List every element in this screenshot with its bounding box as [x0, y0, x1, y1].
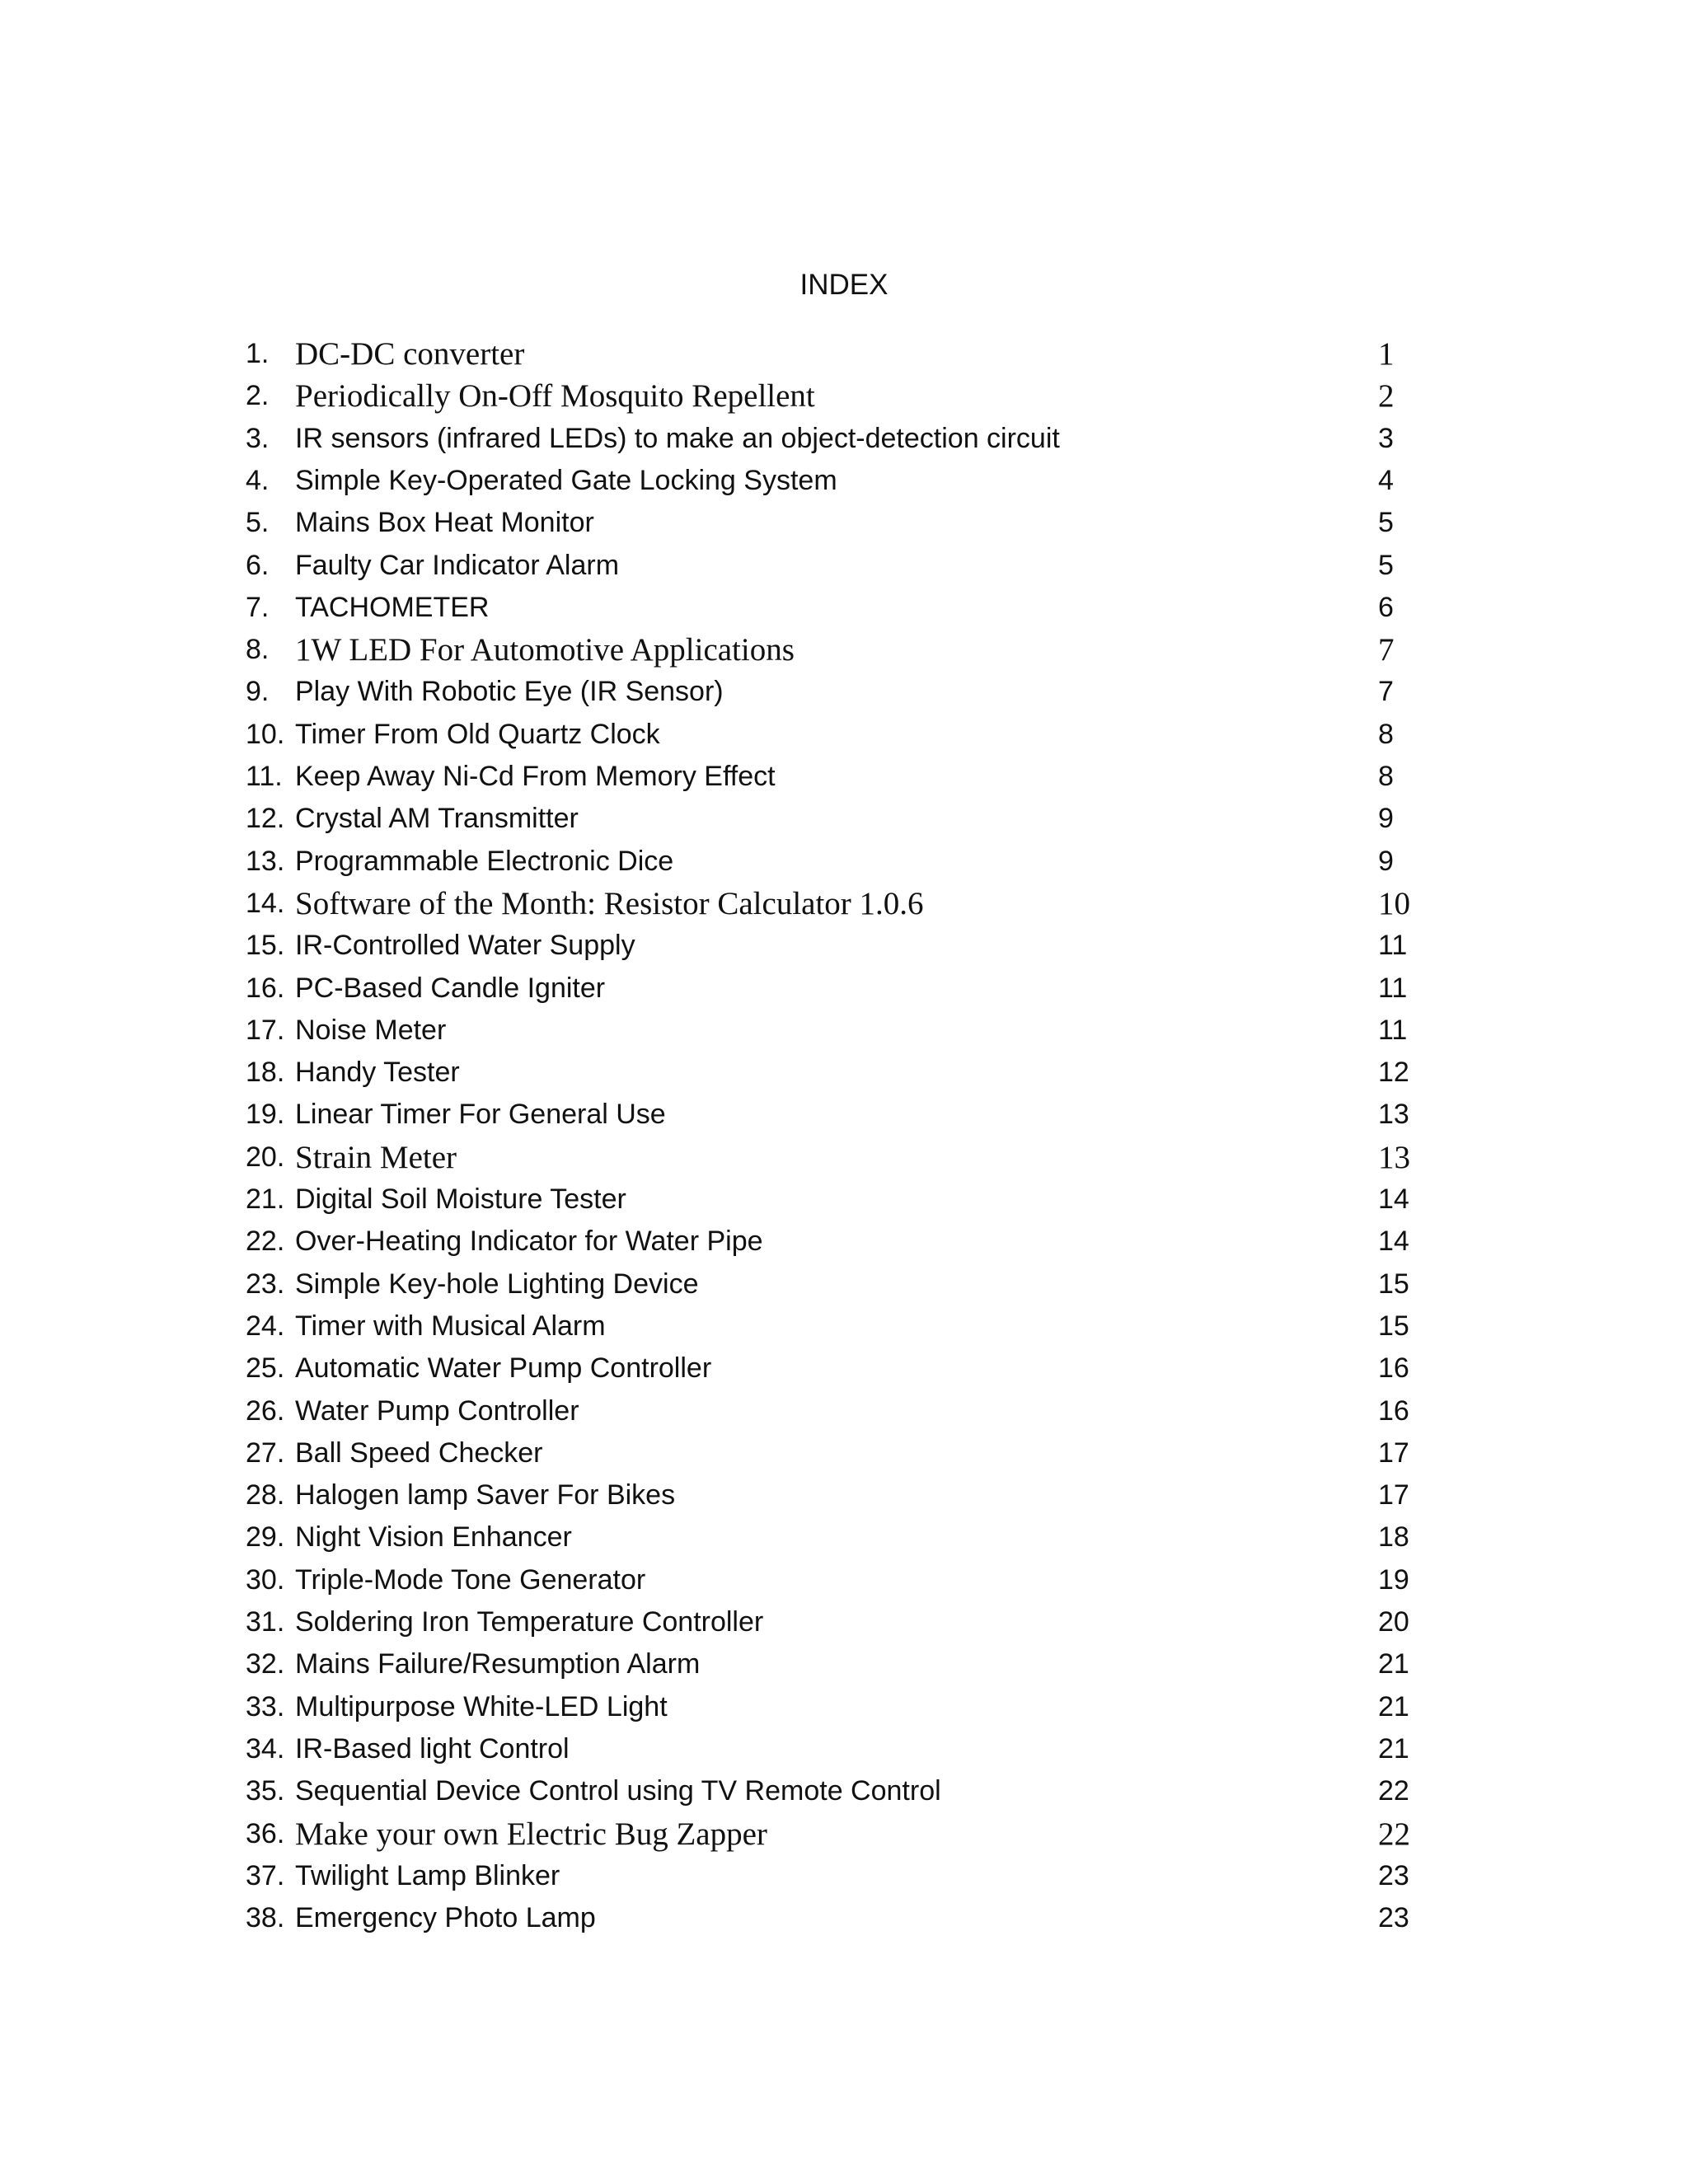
toc-entry-title: Triple-Mode Tone Generator	[295, 1564, 646, 1596]
toc-entry-page-number: 12	[1378, 1057, 1409, 1088]
toc-entry-title: Crystal AM Transmitter	[295, 803, 579, 834]
toc-entry-page-number: 9	[1378, 846, 1394, 877]
toc-entry-page-number: 18	[1378, 1521, 1409, 1553]
toc-entry	[0, 883, 1688, 925]
toc-entry-number: 30.	[246, 1564, 285, 1596]
toc-entry	[0, 1137, 1688, 1179]
toc-entry-title: Night Vision Enhancer	[295, 1521, 572, 1553]
toc-entry-page-number: 7	[1378, 632, 1395, 668]
toc-entry-title: IR sensors (infrared LEDs) to make an object-detection circuit	[295, 423, 1060, 454]
toc-entry	[0, 587, 1688, 629]
toc-entry-page-number: 5	[1378, 507, 1394, 538]
toc-entry-page-number: 17	[1378, 1437, 1409, 1469]
toc-entry-page-number: 14	[1378, 1183, 1409, 1215]
toc-entry-title: Water Pump Controller	[295, 1395, 579, 1427]
toc-entry-title: PC-Based Candle Igniter	[295, 972, 606, 1004]
toc-entry	[0, 1601, 1688, 1643]
page-title: INDEX	[799, 269, 889, 301]
toc-entry-page-number: 20	[1378, 1606, 1409, 1638]
toc-entry-number: 19.	[246, 1099, 285, 1130]
toc-entry-number: 3.	[246, 423, 270, 454]
toc-entry-number: 1.	[246, 338, 270, 369]
toc-entry	[0, 1897, 1688, 1939]
toc-entry-title: Timer From Old Quartz Clock	[295, 719, 660, 750]
toc-entry	[0, 1813, 1688, 1855]
toc-entry	[0, 333, 1688, 375]
toc-entry-title: Software of the Month: Resistor Calculator 1.0.6	[295, 886, 924, 921]
toc-entry-title: IR-Controlled Water Supply	[295, 930, 635, 961]
toc-entry-number: 20.	[246, 1141, 285, 1173]
toc-entry	[0, 1643, 1688, 1685]
toc-entry-title: Make your own Electric Bug Zapper	[295, 1816, 767, 1852]
toc-entry-title: Digital Soil Moisture Tester	[295, 1183, 626, 1215]
toc-entry-page-number: 4	[1378, 465, 1394, 496]
toc-entry-number: 4.	[246, 465, 270, 496]
toc-entry-number: 10.	[246, 719, 285, 750]
toc-entry-page-number: 19	[1378, 1564, 1409, 1596]
toc-entry-number: 2.	[246, 380, 270, 411]
toc-entry-page-number: 23	[1378, 1860, 1409, 1891]
toc-entry-title: Simple Key-Operated Gate Locking System	[295, 465, 837, 496]
toc-entry-page-number: 11	[1378, 930, 1408, 961]
toc-entry-page-number: 6	[1378, 592, 1394, 623]
toc-entry-number: 17.	[246, 1015, 285, 1046]
toc-entry-title: Mains Box Heat Monitor	[295, 507, 594, 538]
toc-entry-page-number: 1	[1378, 336, 1395, 372]
toc-entry-title: Twilight Lamp Blinker	[295, 1860, 560, 1891]
toc-entry	[0, 418, 1688, 460]
toc-entry-number: 27.	[246, 1437, 285, 1469]
toc-entry-number: 18.	[246, 1057, 285, 1088]
toc-entry	[0, 714, 1688, 756]
toc-entry-page-number: 7	[1378, 676, 1394, 707]
toc-entry-title: Keep Away Ni-Cd From Memory Effect	[295, 761, 776, 792]
toc-entry	[0, 502, 1688, 544]
toc-entry-number: 24.	[246, 1310, 285, 1342]
toc-entry-page-number: 16	[1378, 1352, 1409, 1384]
toc-entry	[0, 1052, 1688, 1094]
toc-entry-page-number: 11	[1378, 1015, 1408, 1046]
toc-entry-title: Over-Heating Indicator for Water Pipe	[295, 1226, 763, 1257]
toc-entry	[0, 1263, 1688, 1305]
toc-entry-title: Noise Meter	[295, 1015, 447, 1046]
toc-entry-title: Periodically On-Off Mosquito Repellent	[295, 378, 815, 414]
toc-entry-number: 14.	[246, 888, 285, 919]
toc-entry-title: TACHOMETER	[295, 592, 490, 623]
toc-entry-page-number: 14	[1378, 1226, 1409, 1257]
toc-entry-page-number: 10	[1378, 886, 1410, 921]
toc-entry-number: 36.	[246, 1818, 285, 1849]
toc-entry-number: 31.	[246, 1606, 285, 1638]
toc-entry-title: IR-Based light Control	[295, 1733, 570, 1765]
toc-entry-title: Sequential Device Control using TV Remote Control	[295, 1775, 941, 1807]
toc-entry-number: 6.	[246, 550, 270, 581]
toc-entry-title: Timer with Musical Alarm	[295, 1310, 606, 1342]
toc-entry	[0, 545, 1688, 587]
toc-entry-number: 12.	[246, 803, 285, 834]
toc-entry	[0, 460, 1688, 502]
toc-entry-number: 8.	[246, 634, 270, 665]
toc-entry-number: 5.	[246, 507, 270, 538]
toc-entry-page-number: 13	[1378, 1140, 1410, 1175]
toc-entry	[0, 925, 1688, 967]
toc-entry-title: Faulty Car Indicator Alarm	[295, 550, 620, 581]
toc-entry	[0, 1855, 1688, 1897]
toc-entry-title: 1W LED For Automotive Applications	[295, 632, 795, 668]
toc-entry-number: 11.	[246, 761, 283, 792]
toc-entry-title: Ball Speed Checker	[295, 1437, 543, 1469]
toc-entry-page-number: 9	[1378, 803, 1394, 834]
toc-entry	[0, 1347, 1688, 1390]
toc-entry	[0, 375, 1688, 417]
toc-entry	[0, 841, 1688, 883]
toc-entry-number: 25.	[246, 1352, 285, 1384]
toc-entry	[0, 1010, 1688, 1052]
toc-entry	[0, 1432, 1688, 1474]
toc-entry-page-number: 3	[1378, 423, 1394, 454]
toc-entry-page-number: 15	[1378, 1310, 1409, 1342]
toc-entry	[0, 1516, 1688, 1558]
toc-entry	[0, 1221, 1688, 1263]
toc-entry	[0, 1305, 1688, 1347]
toc-entry	[0, 1686, 1688, 1728]
toc-entry-title: Soldering Iron Temperature Controller	[295, 1606, 764, 1638]
toc-entry-page-number: 21	[1378, 1691, 1409, 1722]
toc-entry-page-number: 17	[1378, 1479, 1409, 1511]
toc-entry	[0, 1728, 1688, 1770]
toc-entry-title: Simple Key-hole Lighting Device	[295, 1268, 699, 1300]
toc-entry-number: 38.	[246, 1902, 285, 1933]
toc-entry-page-number: 5	[1378, 550, 1394, 581]
toc-entry-number: 9.	[246, 676, 270, 707]
toc-entry	[0, 1179, 1688, 1221]
toc-entry-number: 21.	[246, 1183, 285, 1215]
toc-entry-number: 23.	[246, 1268, 285, 1300]
toc-entry-page-number: 21	[1378, 1648, 1409, 1680]
toc-entry-page-number: 13	[1378, 1099, 1409, 1130]
toc-entry-title: Handy Tester	[295, 1057, 460, 1088]
toc-entry-title: Play With Robotic Eye (IR Sensor)	[295, 676, 724, 707]
toc-entry-page-number: 23	[1378, 1902, 1409, 1933]
toc-entry-title: Strain Meter	[295, 1140, 457, 1175]
toc-entry-number: 37.	[246, 1860, 285, 1891]
toc-entry-title: Halogen lamp Saver For Bikes	[295, 1479, 676, 1511]
toc-entry-number: 32.	[246, 1648, 285, 1680]
toc-entry-title: DC-DC converter	[295, 336, 525, 372]
toc-entry	[0, 1390, 1688, 1432]
toc-entry	[0, 671, 1688, 713]
toc-entry	[0, 968, 1688, 1010]
toc-entry-title: Multipurpose White-LED Light	[295, 1691, 668, 1722]
toc-entry-number: 34.	[246, 1733, 285, 1765]
toc-entry-page-number: 21	[1378, 1733, 1409, 1765]
toc-entry	[0, 1094, 1688, 1136]
toc-entry-number: 22.	[246, 1226, 285, 1257]
toc-entry	[0, 1474, 1688, 1516]
toc-entry-number: 35.	[246, 1775, 285, 1807]
toc-entry-number: 15.	[246, 930, 285, 961]
toc-entry-page-number: 22	[1378, 1775, 1409, 1807]
toc-entry-number: 7.	[246, 592, 270, 623]
toc-entry-page-number: 16	[1378, 1395, 1409, 1427]
toc-entry-title: Automatic Water Pump Controller	[295, 1352, 712, 1384]
toc-entry-title: Programmable Electronic Dice	[295, 846, 674, 877]
toc-entry	[0, 756, 1688, 798]
toc-entry-page-number: 8	[1378, 761, 1394, 792]
toc-entry-title: Emergency Photo Lamp	[295, 1902, 596, 1933]
toc-entry-number: 16.	[246, 972, 285, 1004]
toc-entry-number: 33.	[246, 1691, 285, 1722]
toc-entry-page-number: 15	[1378, 1268, 1409, 1300]
toc-entry	[0, 1559, 1688, 1601]
toc-entry-page-number: 22	[1378, 1816, 1410, 1852]
toc-entry-title: Linear Timer For General Use	[295, 1099, 666, 1130]
toc-entry-page-number: 2	[1378, 378, 1395, 414]
toc-entry-number: 26.	[246, 1395, 285, 1427]
toc-entry-number: 28.	[246, 1479, 285, 1511]
toc-entry-title: Mains Failure/Resumption Alarm	[295, 1648, 701, 1680]
toc-entry-page-number: 8	[1378, 719, 1394, 750]
toc-entry	[0, 798, 1688, 840]
toc-entry-number: 13.	[246, 846, 285, 877]
toc-entry	[0, 1770, 1688, 1812]
toc-entry-number: 29.	[246, 1521, 285, 1553]
toc-entry	[0, 629, 1688, 671]
toc-entry-page-number: 11	[1378, 972, 1408, 1004]
